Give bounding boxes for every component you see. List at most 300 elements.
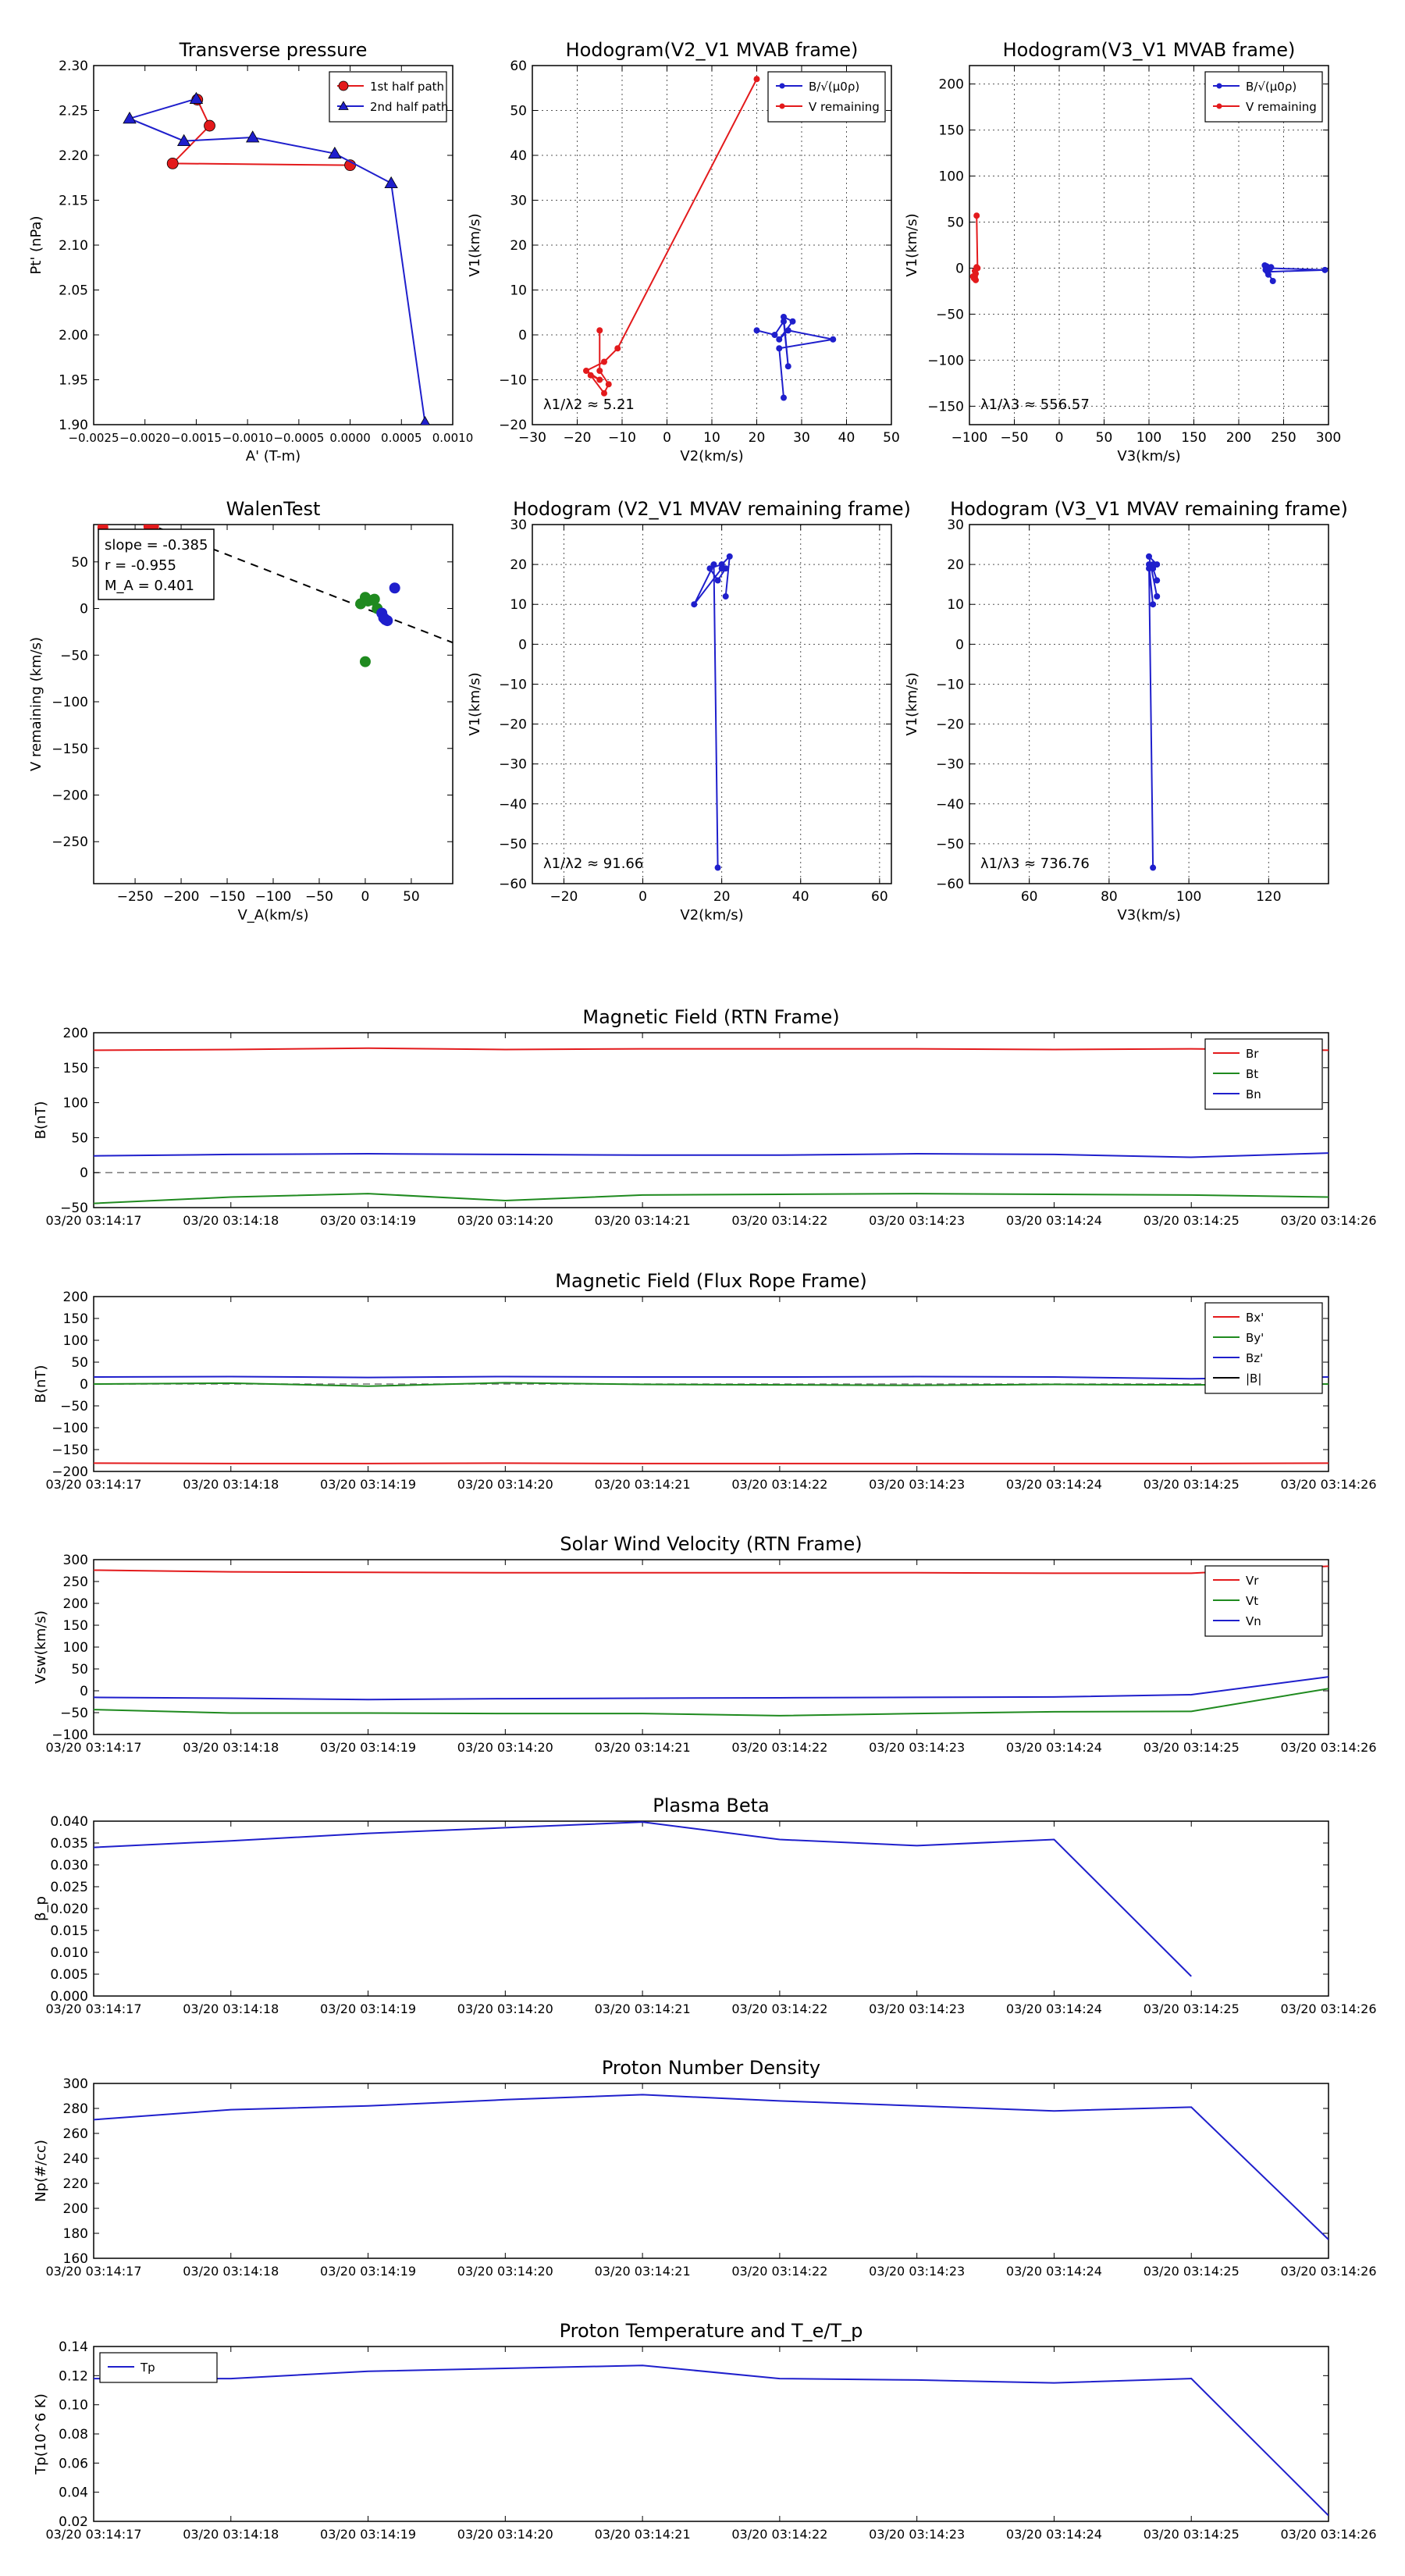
data-point (754, 328, 759, 333)
legend-label: |B| (1246, 1372, 1262, 1386)
x-tick-label: 03/20 03:14:22 (731, 1477, 828, 1492)
y-tick-label: −100 (927, 353, 964, 369)
chart-title: Magnetic Field (RTN Frame) (582, 1006, 840, 1028)
series-line (586, 79, 757, 393)
data-point (1147, 553, 1152, 559)
x-tick-label: 03/20 03:14:20 (457, 1477, 553, 1492)
x-tick-label: −0.0015 (170, 431, 222, 445)
y-tick-label: 2.30 (59, 59, 88, 74)
y-tick-label: −150 (52, 1443, 88, 1458)
y-tick-label: 180 (62, 2226, 88, 2242)
y-tick-label: 0.035 (50, 1836, 88, 1852)
y-tick-label: 0 (80, 1165, 88, 1182)
chart-8 (33, 1270, 1377, 1492)
y-tick-label: 300 (62, 2076, 88, 2092)
y-tick-label: 0.025 (50, 1880, 88, 1895)
x-tick-label: 0.0000 (329, 431, 371, 445)
x-tick-label: 03/20 03:14:23 (869, 1740, 966, 1755)
y-tick-label: 280 (62, 2101, 88, 2117)
x-tick-label: 03/20 03:14:18 (183, 1740, 279, 1755)
x-tick-label: 03/20 03:14:18 (183, 1213, 279, 1228)
data-point (719, 566, 724, 571)
y-tick-label: 0 (80, 1377, 88, 1393)
series-line (94, 2365, 1329, 2515)
x-tick-label: −50 (305, 889, 333, 905)
data-point (1322, 267, 1328, 272)
series-line (94, 2094, 1329, 2240)
chart-12 (33, 2320, 1377, 2542)
x-tick-label: −250 (116, 889, 154, 905)
data-point (419, 417, 432, 428)
y-tick-label: 0.14 (59, 2339, 88, 2355)
x-tick-label: 40 (791, 889, 809, 905)
y-tick-label: −40 (499, 796, 527, 813)
x-tick-label: 10 (703, 430, 720, 446)
x-tick-label: 03/20 03:14:25 (1143, 1213, 1240, 1228)
x-tick-label: 03/20 03:14:22 (731, 2001, 828, 2016)
x-axis-label: V3(km/s) (1117, 907, 1181, 923)
y-tick-label: 30 (510, 193, 527, 209)
data-point (1154, 594, 1160, 600)
y-tick-label: 50 (71, 1130, 88, 1147)
y-tick-label: −150 (52, 741, 88, 757)
data-point (602, 390, 607, 396)
x-tick-label: 03/20 03:14:17 (45, 1213, 142, 1228)
eigen-ratio-label: λ1/λ3 ≈ 736.76 (980, 856, 1090, 872)
y-tick-label: 200 (62, 1596, 88, 1612)
x-tick-label: −20 (550, 889, 578, 905)
x-tick-label: 03/20 03:14:18 (183, 2264, 279, 2279)
x-tick-label: 03/20 03:14:26 (1280, 2001, 1377, 2016)
y-tick-label: 260 (62, 2126, 88, 2142)
y-tick-label: 0 (518, 637, 527, 653)
x-tick-label: 03/20 03:14:23 (869, 2001, 966, 2016)
data-point (1154, 578, 1160, 583)
plot-frame (94, 1033, 1329, 1208)
x-tick-label: −20 (563, 430, 592, 446)
x-tick-label: 50 (1095, 430, 1113, 446)
y-tick-label: 0.12 (59, 2368, 88, 2385)
x-axis-label: V2(km/s) (680, 907, 744, 923)
x-tick-label: 03/20 03:14:23 (869, 2527, 966, 2542)
data-point (597, 377, 603, 382)
legend-label: Bz' (1246, 1351, 1264, 1365)
y-axis-label: Pt' (nPa) (28, 215, 44, 275)
y-tick-label: 0.030 (50, 1858, 88, 1873)
x-tick-label: 150 (1181, 430, 1207, 446)
y-tick-label: −20 (499, 717, 527, 733)
y-tick-label: 0.02 (59, 2514, 88, 2530)
series-line (173, 100, 350, 165)
eigen-ratio-label: λ1/λ2 ≈ 5.21 (543, 397, 635, 413)
legend-label: Bt (1246, 1067, 1259, 1081)
y-tick-label: 0.10 (59, 2397, 88, 2414)
y-tick-label: 300 (62, 1553, 88, 1568)
series-line (94, 1677, 1329, 1699)
y-tick-label: −50 (60, 1706, 88, 1721)
data-point (205, 120, 215, 131)
chart-title: Proton Temperature and T_e/T_p (559, 2320, 863, 2342)
data-point (389, 583, 400, 593)
y-tick-label: −10 (499, 372, 527, 389)
y-tick-label: 30 (947, 518, 964, 533)
legend-label: Bn (1246, 1087, 1261, 1101)
legend-label: B/√(μ0ρ) (809, 80, 860, 94)
data-area (94, 1048, 1329, 1204)
data-point (615, 346, 621, 351)
chart-5 (467, 498, 911, 923)
x-tick-label: 03/20 03:14:17 (45, 2264, 142, 2279)
y-tick-label: 0 (518, 328, 527, 343)
y-tick-label: −10 (936, 677, 964, 693)
data-point (711, 562, 717, 568)
data-point (777, 346, 782, 351)
data-area (94, 1376, 1329, 1463)
y-tick-label: −100 (52, 1727, 88, 1743)
x-tick-label: 03/20 03:14:21 (594, 1213, 691, 1228)
y-tick-label: 10 (510, 597, 527, 614)
y-tick-label: 200 (62, 1026, 88, 1041)
y-tick-label: 100 (938, 169, 964, 185)
chart-2 (467, 39, 900, 464)
x-tick-label: −200 (162, 889, 200, 905)
y-tick-label: −60 (936, 877, 964, 892)
data-point (360, 656, 370, 667)
plot-frame (94, 1560, 1329, 1735)
y-tick-label: 10 (510, 283, 527, 299)
x-tick-label: 60 (871, 889, 888, 905)
x-axis-label: V3(km/s) (1117, 448, 1181, 464)
data-area (94, 2094, 1329, 2240)
data-point (715, 578, 720, 583)
x-tick-label: 03/20 03:14:20 (457, 2527, 553, 2542)
y-tick-label: 2.20 (59, 148, 88, 164)
y-tick-label: −50 (499, 836, 527, 852)
series-line (94, 1463, 1329, 1464)
y-tick-label: 50 (71, 1355, 88, 1371)
y-tick-label: 150 (938, 123, 964, 139)
y-axis-label: B(nT) (33, 1364, 49, 1404)
x-axis-label: A' (T-m) (245, 448, 301, 464)
data-point (1270, 279, 1275, 284)
y-tick-label: −100 (52, 695, 88, 711)
legend-label: Vn (1246, 1614, 1261, 1628)
data-point (247, 131, 259, 142)
x-tick-label: 03/20 03:14:26 (1280, 1740, 1377, 1755)
y-tick-label: −150 (927, 399, 964, 415)
chart-4 (28, 498, 453, 923)
y-tick-label: 2.00 (59, 328, 88, 343)
data-point (1151, 865, 1156, 870)
x-tick-label: 03/20 03:14:22 (731, 1213, 828, 1228)
y-tick-label: 150 (62, 1618, 88, 1634)
y-tick-label: 250 (62, 1574, 88, 1590)
y-tick-label: 160 (62, 2251, 88, 2267)
x-tick-label: 03/20 03:14:21 (594, 1477, 691, 1492)
series-line (94, 1566, 1329, 1573)
y-tick-label: −50 (936, 307, 964, 323)
data-point (167, 158, 178, 169)
y-tick-label: 0.06 (59, 2456, 88, 2472)
x-tick-label: 03/20 03:14:20 (457, 1213, 553, 1228)
chart-1 (28, 39, 473, 464)
x-tick-label: 30 (793, 430, 810, 446)
data-area (692, 553, 732, 870)
chart-title: Proton Number Density (601, 2057, 821, 2079)
y-tick-label: 100 (62, 1095, 88, 1112)
y-axis-label: Tp(10^6 K) (33, 2393, 49, 2475)
data-point (785, 328, 791, 333)
eigen-ratio-label: λ1/λ3 ≈ 556.57 (980, 397, 1090, 413)
data-point (723, 594, 728, 600)
y-tick-label: 220 (62, 2176, 88, 2192)
chart-11 (33, 2057, 1377, 2279)
y-axis-label: Vsw(km/s) (33, 1610, 49, 1684)
x-tick-label: 03/20 03:14:25 (1143, 1740, 1240, 1755)
legend-label: V remaining (809, 100, 880, 114)
y-tick-label: 200 (938, 76, 964, 93)
y-axis-label: B(nT) (33, 1101, 49, 1140)
stats-text: slope = -0.385 (105, 537, 208, 553)
data-point (369, 594, 379, 604)
series-line (94, 1194, 1329, 1204)
data-point (606, 382, 611, 387)
x-tick-label: 03/20 03:14:21 (594, 2527, 691, 2542)
data-point (715, 865, 720, 870)
y-tick-label: 0.015 (50, 1923, 88, 1939)
y-tick-label: 2.15 (59, 193, 88, 209)
series-line (94, 1376, 1329, 1379)
y-tick-label: −40 (936, 796, 964, 813)
y-axis-label: V remaining (km/s) (28, 636, 44, 772)
y-tick-label: 0.08 (59, 2427, 88, 2443)
y-tick-label: −50 (60, 1201, 88, 1216)
data-point (1151, 602, 1156, 607)
y-tick-label: −200 (52, 788, 88, 804)
legend-label: Br (1246, 1047, 1259, 1061)
x-tick-label: 03/20 03:14:17 (45, 2527, 142, 2542)
data-point (597, 368, 603, 374)
legend-label: Tp (140, 2361, 155, 2375)
y-tick-label: 30 (510, 518, 527, 533)
legend-label: Vt (1246, 1594, 1259, 1608)
y-tick-label: 0 (80, 1684, 88, 1699)
y-tick-label: 2.25 (59, 103, 88, 119)
data-point (777, 336, 782, 342)
x-tick-label: 03/20 03:14:24 (1005, 1740, 1102, 1755)
series-line (757, 317, 834, 398)
y-axis-label: β_p (33, 1896, 49, 1921)
plot-frame (94, 1821, 1329, 1996)
data-area (1147, 553, 1160, 870)
y-tick-label: 200 (62, 2201, 88, 2217)
x-tick-label: −0.0020 (119, 431, 171, 445)
x-tick-label: 03/20 03:14:25 (1143, 2001, 1240, 2016)
x-tick-label: 03/20 03:14:26 (1280, 2527, 1377, 2542)
x-tick-label: −50 (1000, 430, 1029, 446)
y-axis-label: V1(km/s) (467, 213, 483, 277)
data-area (123, 93, 432, 428)
x-tick-label: 80 (1101, 889, 1118, 905)
data-point (754, 76, 759, 82)
legend-marker (780, 84, 785, 89)
y-tick-label: 0 (80, 601, 88, 617)
x-tick-label: −10 (608, 430, 636, 446)
data-area (94, 1566, 1329, 1716)
y-tick-label: 240 (62, 2151, 88, 2167)
x-tick-label: 03/20 03:14:24 (1005, 2264, 1102, 2279)
y-tick-label: −30 (499, 756, 527, 773)
x-tick-label: 03/20 03:14:19 (320, 2527, 417, 2542)
legend-label: 1st half path (370, 80, 445, 94)
series-line (94, 1153, 1329, 1157)
series-line (94, 1822, 1191, 1976)
x-tick-label: 40 (838, 430, 855, 446)
y-axis-label: Np(#/cc) (33, 2140, 49, 2202)
data-point (790, 318, 795, 324)
y-tick-label: −60 (499, 877, 527, 892)
x-tick-label: 120 (1256, 889, 1282, 905)
y-tick-label: 50 (71, 554, 88, 571)
legend-label: Bx' (1246, 1311, 1264, 1325)
y-tick-label: 40 (510, 148, 527, 164)
chart-title: Solar Wind Velocity (RTN Frame) (560, 1533, 863, 1555)
y-tick-label: 0.04 (59, 2485, 88, 2501)
x-tick-label: 03/20 03:14:19 (320, 2001, 417, 2016)
y-tick-label: 0.005 (50, 1967, 88, 1983)
x-tick-label: 03/20 03:14:24 (1005, 1213, 1102, 1228)
x-tick-label: 50 (403, 889, 420, 905)
x-tick-label: 03/20 03:14:19 (320, 1477, 417, 1492)
data-area (94, 2365, 1329, 2515)
x-tick-label: 03/20 03:14:17 (45, 1477, 142, 1492)
x-tick-label: 03/20 03:14:19 (320, 1213, 417, 1228)
legend-label: V remaining (1246, 100, 1317, 114)
legend-label: 2nd half path (370, 100, 449, 114)
y-tick-label: −30 (936, 756, 964, 773)
stats-text: M_A = 0.401 (105, 578, 194, 594)
legend-marker (1217, 104, 1222, 109)
x-tick-label: 50 (883, 430, 900, 446)
data-point (727, 553, 732, 559)
y-axis-label: V1(km/s) (904, 672, 920, 736)
plot-frame (94, 2083, 1329, 2258)
y-tick-label: 20 (510, 238, 527, 254)
x-tick-label: 0.0005 (381, 431, 422, 445)
x-tick-label: 20 (713, 889, 731, 905)
x-tick-label: 03/20 03:14:25 (1143, 2527, 1240, 2542)
legend-marker (780, 104, 785, 109)
data-point (1264, 269, 1270, 275)
x-tick-label: 03/20 03:14:23 (869, 1213, 966, 1228)
chart-6 (904, 498, 1348, 923)
x-tick-label: 03/20 03:14:17 (45, 2001, 142, 2016)
y-tick-label: 10 (947, 597, 964, 614)
chart-title: Magnetic Field (Flux Rope Frame) (555, 1270, 867, 1292)
x-axis-label: V2(km/s) (680, 448, 744, 464)
data-point (588, 372, 593, 378)
y-axis-label: V1(km/s) (467, 672, 483, 736)
data-point (781, 315, 787, 320)
data-point (602, 359, 607, 365)
plot-frame (532, 525, 891, 884)
y-tick-label: 60 (510, 59, 527, 74)
x-tick-label: −30 (518, 430, 546, 446)
y-tick-label: −250 (52, 834, 88, 851)
x-tick-label: 03/20 03:14:22 (731, 2527, 828, 2542)
x-tick-label: 03/20 03:14:19 (320, 1740, 417, 1755)
x-tick-label: 03/20 03:14:20 (457, 1740, 553, 1755)
eigen-ratio-label: λ1/λ2 ≈ 91.66 (543, 856, 644, 872)
x-tick-label: 0.0010 (432, 431, 474, 445)
y-tick-label: 0.020 (50, 1902, 88, 1917)
data-point (385, 177, 397, 188)
y-tick-label: 2.10 (59, 238, 88, 254)
data-point (772, 333, 777, 338)
chart-title: Hodogram(V3_V1 MVAB frame) (1002, 39, 1296, 61)
x-tick-label: 100 (1176, 889, 1202, 905)
x-tick-label: 200 (1225, 430, 1252, 446)
data-point (692, 602, 697, 607)
legend-label: B/√(μ0ρ) (1246, 80, 1297, 94)
chart-title: WalenTest (226, 498, 321, 520)
y-tick-label: −20 (936, 717, 964, 733)
y-tick-label: 150 (62, 1060, 88, 1076)
x-tick-label: 03/20 03:14:19 (320, 2264, 417, 2279)
chart-title: Hodogram (V2_V1 MVAV remaining frame) (513, 498, 911, 520)
y-tick-label: −50 (936, 836, 964, 852)
y-tick-label: 100 (62, 1333, 88, 1349)
y-tick-label: −100 (52, 1421, 88, 1436)
x-tick-label: 03/20 03:14:18 (183, 2527, 279, 2542)
x-tick-label: 100 (1136, 430, 1162, 446)
x-tick-label: 300 (1315, 430, 1342, 446)
x-tick-label: 60 (1020, 889, 1038, 905)
y-tick-label: 20 (947, 557, 964, 574)
legend-label: Vr (1246, 1574, 1259, 1588)
x-tick-label: 0 (1055, 430, 1064, 446)
y-tick-label: −20 (499, 418, 527, 433)
data-area (584, 76, 836, 400)
chart-3 (904, 39, 1341, 464)
chart-title: Transverse pressure (179, 39, 368, 61)
x-tick-label: −0.0010 (222, 431, 273, 445)
legend-label: By' (1246, 1331, 1264, 1345)
legend-marker (339, 81, 348, 91)
x-tick-label: 03/20 03:14:24 (1005, 2001, 1102, 2016)
x-tick-label: 03/20 03:14:25 (1143, 1477, 1240, 1492)
x-tick-label: −100 (951, 430, 988, 446)
x-tick-label: 03/20 03:14:21 (594, 2001, 691, 2016)
data-area (94, 1822, 1191, 1976)
x-tick-label: 03/20 03:14:22 (731, 1740, 828, 1755)
x-axis-label: V_A(km/s) (237, 907, 309, 923)
series-line (694, 557, 729, 868)
data-point (974, 213, 980, 219)
data-point (831, 336, 836, 342)
data-point (379, 614, 389, 624)
data-point (781, 395, 787, 400)
x-tick-label: 03/20 03:14:18 (183, 1477, 279, 1492)
y-tick-label: 20 (510, 557, 527, 574)
x-tick-label: −100 (254, 889, 292, 905)
y-tick-label: −50 (60, 648, 88, 664)
x-tick-label: 03/20 03:14:24 (1005, 2527, 1102, 2542)
x-tick-label: 03/20 03:14:21 (594, 1740, 691, 1755)
chart-7 (33, 1006, 1377, 1228)
y-tick-label: 50 (947, 215, 964, 231)
series-line (130, 99, 425, 423)
